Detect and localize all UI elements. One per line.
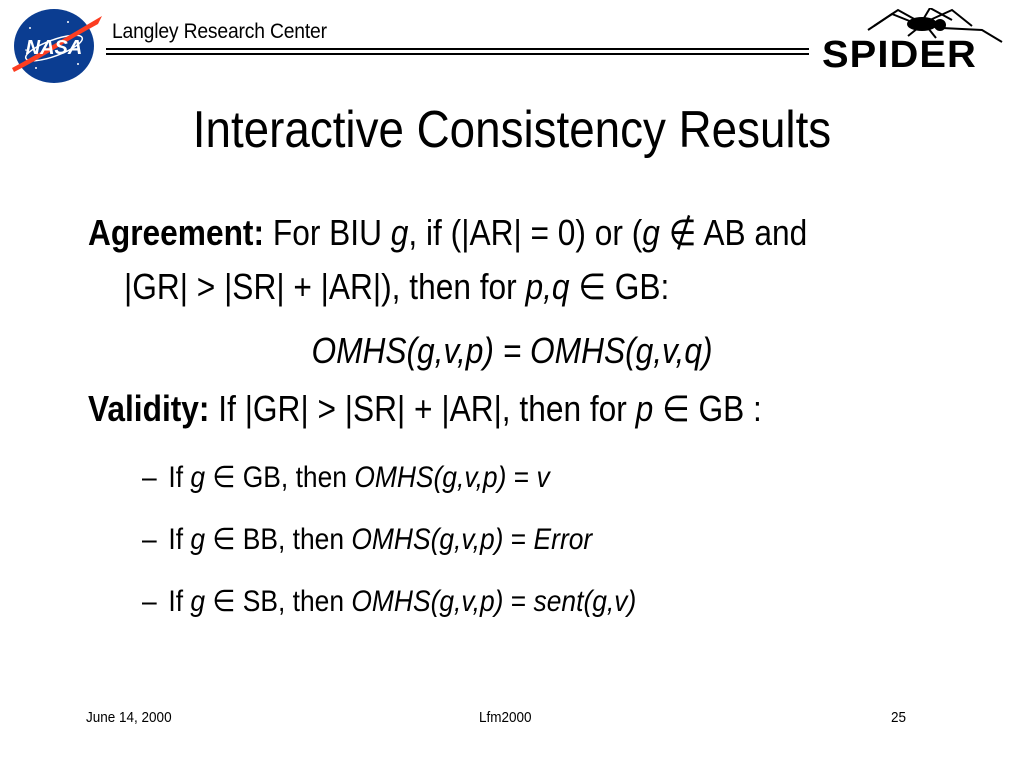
footer-center: Lfm2000 (479, 709, 532, 726)
agreement-var-g2: g (642, 212, 660, 253)
bullet-rhs: Error (533, 523, 593, 556)
bullet-item (142, 460, 550, 495)
element-of-symbol: ∈ (653, 388, 699, 429)
bullet-var-g: g (190, 523, 206, 556)
slide-title: Interactive Consistency Results (192, 101, 832, 159)
agreement-text-4: |GR| > |SR| + |AR|), then for (124, 266, 526, 307)
nasa-logo-text: NASA (25, 37, 83, 59)
element-of-symbol: ∈ (205, 523, 243, 556)
bullet-rhs: sent(g,v) (533, 585, 637, 618)
agreement-equation (61, 330, 962, 372)
validity-text-2: GB : (698, 388, 762, 429)
agreement-var-pq: p,q (525, 266, 570, 307)
bullet-set: BB, then (242, 523, 352, 556)
bullet-dash: – (142, 461, 157, 494)
bullet-equals: = (506, 461, 537, 494)
header-rule (106, 48, 809, 55)
validity-var-p: p (635, 388, 654, 429)
agreement-text-3: AB and (703, 212, 808, 253)
element-of-symbol: ∈ (569, 266, 615, 307)
validity-line (88, 388, 762, 430)
bullet-var-g: g (190, 461, 206, 494)
bullet-lhs: OMHS(g,v,p) (354, 461, 507, 494)
bullet-lhs: OMHS(g,v,p) (351, 523, 504, 556)
agreement-line-1 (88, 212, 807, 254)
center-name: Langley Research Center (112, 20, 327, 43)
agreement-text-5: GB: (614, 266, 670, 307)
footer-date: June 14, 2000 (86, 709, 172, 726)
bullet-lhs: OMHS(g,v,p) (351, 585, 504, 618)
agreement-text-1: For BIU (264, 212, 391, 253)
element-of-symbol: ∈ (205, 461, 243, 494)
validity-label: Validity: (88, 388, 210, 429)
agreement-equation-text: OMHS(g,v,p) = OMHS(g,v,q) (311, 330, 713, 371)
bullet-equals: = (503, 585, 534, 618)
bullet-rhs: v (536, 461, 550, 494)
nasa-logo (8, 6, 104, 86)
agreement-line-2 (124, 266, 669, 308)
bullet-var-g: g (190, 585, 206, 618)
bullet-dash: – (142, 523, 157, 556)
page-number: 25 (891, 709, 907, 726)
bullet-dash: – (142, 585, 157, 618)
bullet-if: If (168, 585, 191, 618)
validity-text-1: If |GR| > |SR| + |AR|, then for (209, 388, 636, 429)
not-element-of-symbol: ∉ (659, 212, 704, 253)
bullet-if: If (168, 523, 191, 556)
agreement-text-2: , if (|AR| = 0) or ( (408, 212, 643, 253)
bullet-item (142, 584, 636, 619)
spider-logo-text: SPIDER (822, 34, 977, 76)
agreement-label: Agreement: (88, 212, 265, 253)
bullet-set: GB, then (242, 461, 355, 494)
bullet-equals: = (503, 523, 534, 556)
agreement-var-g: g (390, 212, 409, 253)
element-of-symbol: ∈ (205, 585, 243, 618)
bullet-set: SB, then (242, 585, 352, 618)
bullet-item (142, 522, 592, 557)
bullet-if: If (168, 461, 191, 494)
